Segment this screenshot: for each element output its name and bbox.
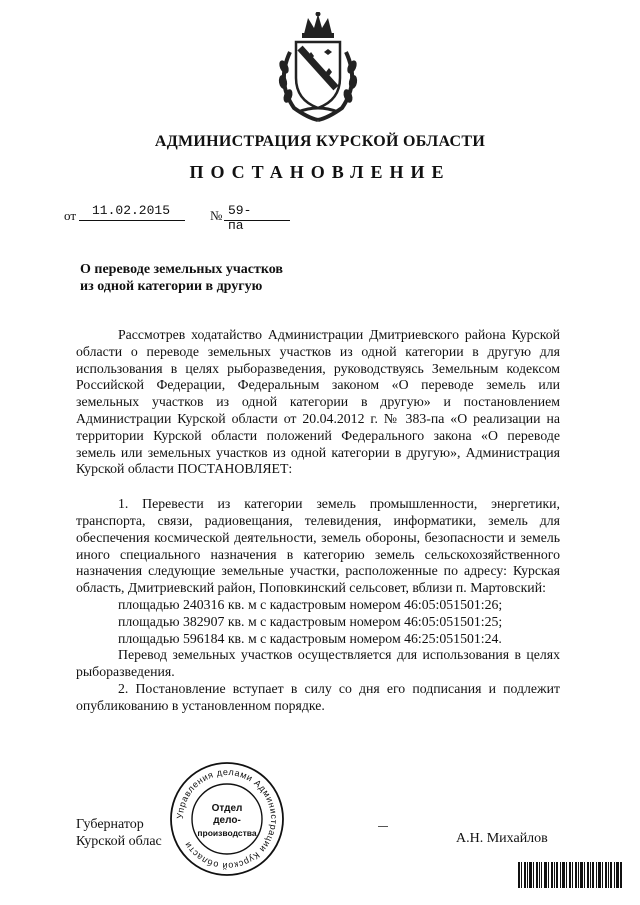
signer-title-line-1: Губернатор	[76, 817, 144, 832]
document-number: 59-па	[228, 203, 252, 233]
purpose-paragraph: Перевод земельных участков осуществляется для использования в целях рыборазведения.	[76, 647, 560, 680]
signer-title-line-2: Курской облас	[76, 834, 162, 849]
preamble-paragraph: Рассмотрев ходатайство Администрации Дмитриевского района Курской области о переводе земельных участков из одной категории в другую для использования в целях рыборазведения, руководствуясь Земельным кодексом Российской Федерации, Федеральным законом «О переводе земель или земельных участков из одной категории в другую» и постановлением Администрации Курской области от 20.04.2012 г. № 383-па «О реализации на территории Курской области положений Федерального закона «О переводе земель или земельных участков из одной категории в другую», Администрация Курской области ПОСТАНОВЛЯЕТ:	[76, 327, 560, 477]
subject-line-2: из одной категории в другую	[80, 279, 263, 294]
number-label: №	[210, 208, 223, 223]
stamp-inner-line-3: производства	[197, 828, 257, 838]
plot-line-3: площадью 596184 кв. м с кадастровым номером 46:25:051501:24.	[118, 630, 502, 646]
document-body	[76, 327, 560, 715]
stamp-inner-line-1: Отдел	[211, 803, 243, 814]
subject-line-1: О переводе земельных участков	[80, 262, 283, 277]
document-date: 11.02.2015	[92, 203, 171, 218]
barcode	[518, 862, 622, 888]
date-underline	[79, 220, 185, 221]
plot-line-1: площадью 240316 кв. м с кадастровым номером 46:05:051501:26;	[118, 596, 503, 612]
date-label: от	[64, 208, 77, 223]
organization-title: АДМИНИСТРАЦИЯ КУРСКОЙ ОБЛАСТИ	[154, 133, 486, 150]
plot-line-2: площадью 382907 кв. м с кадастровым номером 46:05:051501:25;	[118, 613, 503, 629]
signature-dash	[378, 826, 388, 827]
signer-name: А.Н. Михайлов	[456, 831, 548, 846]
stamp-inner-line-2: дело-	[213, 815, 241, 826]
item-1-paragraph: 1. Перевести из категории земель промышленности, энергетики, транспорта, связи, радиовещания, телевидения, информатики, земель для обеспечения космической деятельности, земель обороны, безопасности и земель иного специального назначения в категорию земель сельскохозяйственного назначения следующие земельные участки, расположенные по адресу: Курская область, Дмитриевский район, Поповкинский сельсовет, вблизи п. Мартовский:	[76, 496, 560, 596]
official-stamp	[168, 760, 286, 878]
signer-title	[76, 816, 162, 850]
document-type-title: ПОСТАНОВЛЕНИЕ	[189, 162, 451, 182]
item-2-paragraph: 2. Постановление вступает в силу со дня его подписания и подлежит опубликованию в установленном порядке.	[76, 680, 560, 713]
document-subject	[80, 261, 283, 295]
stamp-ring-text: Управления делами Администрации Курской области	[174, 766, 280, 872]
coat-of-arms-emblem	[268, 12, 368, 124]
paragraph-gap	[76, 478, 560, 496]
